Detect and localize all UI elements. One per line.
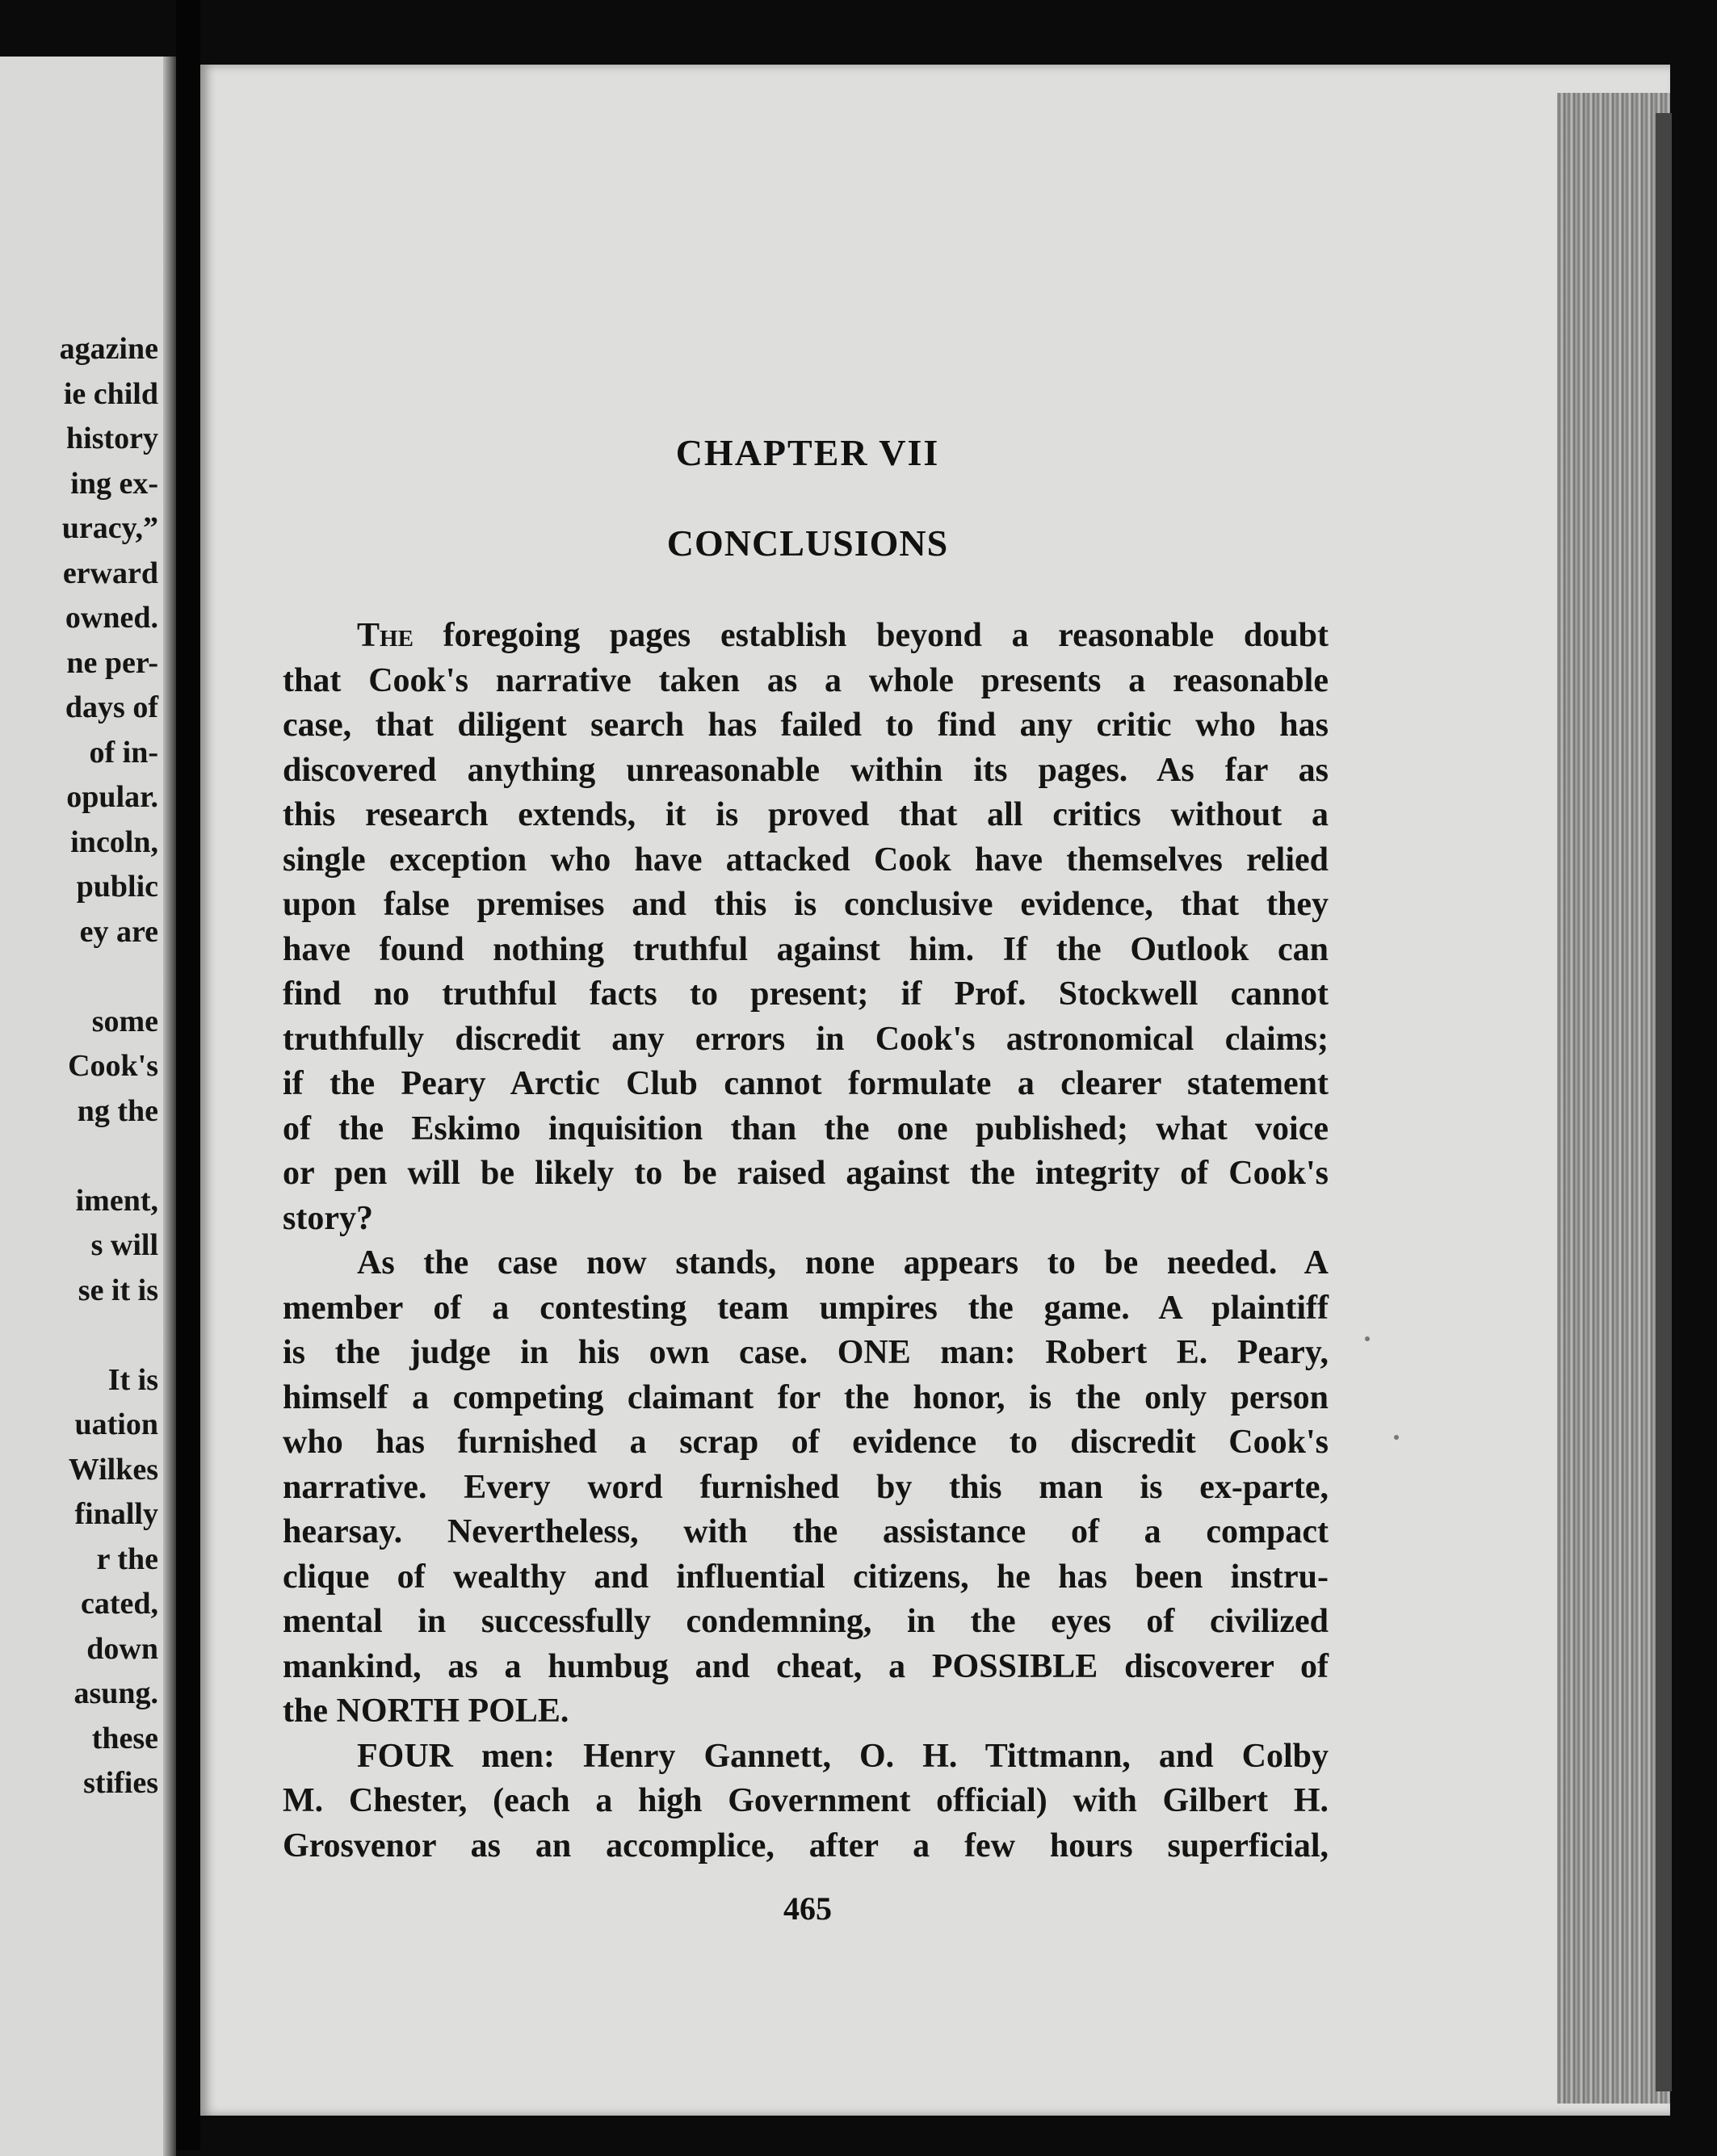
left-page-line: of in-: [89, 735, 158, 770]
text-line: discovered anything unreasonable within its pages. As far as: [283, 751, 1329, 789]
paragraph-1: [283, 614, 1329, 1241]
left-page-text: [60, 327, 158, 1806]
scan-speck: [1365, 1336, 1370, 1341]
left-page-line: finally: [74, 1497, 158, 1531]
text-line: M. Chester, (each a high Government official) with Gilbert H.: [283, 1782, 1329, 1819]
text-line: the NORTH POLE.: [283, 1693, 569, 1730]
edge-shadow: [1656, 113, 1672, 2091]
text-line: single exception who have attacked Cook have themselves relied: [283, 841, 1329, 879]
text-line: himself a competing claimant for the honor, is the only person: [283, 1378, 1329, 1416]
text-line: upon false premises and this is conclusive evidence, that they: [283, 886, 1329, 923]
left-page-line: asung.: [73, 1676, 158, 1710]
left-page-line: r the: [96, 1541, 158, 1576]
left-page-line: ng the: [77, 1093, 158, 1128]
text-line: truthfully discredit any errors in Cook's astronomical claims;: [283, 1020, 1329, 1058]
left-page-gutter: [163, 57, 176, 2156]
left-page-line: ie child: [63, 376, 158, 411]
chapter-heading: CHAPTER VII: [675, 432, 940, 473]
left-page-line: cated,: [80, 1587, 158, 1621]
left-page-line: ing ex-: [70, 466, 158, 501]
left-page-line: down: [86, 1631, 158, 1666]
section-title: CONCLUSIONS: [666, 522, 949, 564]
left-page-line: these: [91, 1721, 158, 1755]
left-page-line: ne per-: [66, 645, 158, 680]
text-line: of the Eskimo inquisition than the one published; what voice: [283, 1109, 1329, 1147]
text-line: mankind, as a humbug and cheat, a POSSIBLE discoverer of: [283, 1647, 1329, 1685]
left-page-line: [60, 954, 158, 1000]
left-page-line: incoln,: [70, 824, 158, 859]
scan-speck: [1394, 1435, 1399, 1440]
text-line: narrative. Every word furnished by this man is ex-parte,: [283, 1468, 1329, 1506]
page-edges: [1557, 93, 1670, 2104]
lead-word: The: [357, 617, 414, 654]
text-line: have found nothing truthful against him. If the Outlook can: [283, 930, 1329, 968]
left-page-line: [60, 1134, 158, 1179]
body-text: [283, 614, 1329, 1869]
left-page-line: public: [76, 870, 158, 904]
left-page-line: se it is: [78, 1273, 158, 1307]
text-line: mental in successfully condemning, in the eyes of civilized: [283, 1603, 1329, 1640]
left-page-line: erward: [62, 556, 158, 590]
text-line: case, that diligent search has failed to find any critic who has: [283, 707, 1329, 744]
text-line: Grosvenor as an accomplice, after a few hours superficial,: [283, 1827, 1329, 1864]
left-page-line: uracy,”: [61, 511, 158, 545]
text-line: clique of wealthy and influential citizens, he has been instru-: [283, 1558, 1329, 1596]
left-page-line: history: [66, 422, 158, 455]
text-line: who has furnished a scrap of evidence to discredit Cook's: [283, 1424, 1329, 1461]
left-page-line: [60, 1313, 158, 1358]
text-line: FOUR men: Henry Gannett, O. H. Tittmann, and Colby: [357, 1737, 1329, 1775]
left-page-line: opular.: [66, 780, 158, 814]
left-page-line: s will: [90, 1228, 158, 1262]
text-line: is the judge in his own case. ONE man: Robert E. Peary,: [283, 1334, 1329, 1371]
paragraph-3: [283, 1734, 1329, 1869]
book-spine: [176, 0, 200, 2150]
left-page-line: Cook's: [68, 1049, 158, 1083]
left-page-line: days of: [65, 690, 158, 724]
left-page-line: Wilkes: [68, 1452, 158, 1487]
left-page-line: owned.: [65, 601, 158, 635]
page-number: 465: [783, 1890, 832, 1927]
left-page-line: some: [91, 1004, 158, 1038]
left-page-line: agazine: [59, 332, 158, 366]
left-page-line: stifies: [83, 1766, 158, 1800]
left-page-line: It is: [107, 1362, 158, 1397]
text-line: this research extends, it is proved that all critics without a: [283, 796, 1329, 833]
text-line: As the case now stands, none appears to be needed. A: [357, 1244, 1329, 1281]
paragraph-2: [283, 1241, 1329, 1734]
text-line: that Cook's narrative taken as a whole presents a reasonable: [283, 661, 1329, 699]
text-line: hearsay. Nevertheless, with the assistance of a compact: [283, 1513, 1329, 1550]
text-line: or pen will be likely to be raised against the integrity of Cook's: [283, 1155, 1329, 1192]
text-line: member of a contesting team umpires the game. A plaintiff: [283, 1289, 1329, 1327]
text-line: story?: [283, 1199, 373, 1237]
text-line: find no truthful facts to present; if Prof. Stockwell cannot: [283, 975, 1329, 1013]
text-line: [283, 614, 1329, 659]
left-page-line: uation: [74, 1407, 158, 1441]
text-line-content: foregoing pages establish beyond a reasonable doubt: [443, 617, 1329, 654]
left-page-line: ey are: [79, 914, 158, 949]
left-page-line: iment,: [75, 1183, 158, 1218]
left-page: [0, 57, 176, 2156]
text-line: if the Peary Arctic Club cannot formulate a clearer statement: [283, 1065, 1329, 1102]
